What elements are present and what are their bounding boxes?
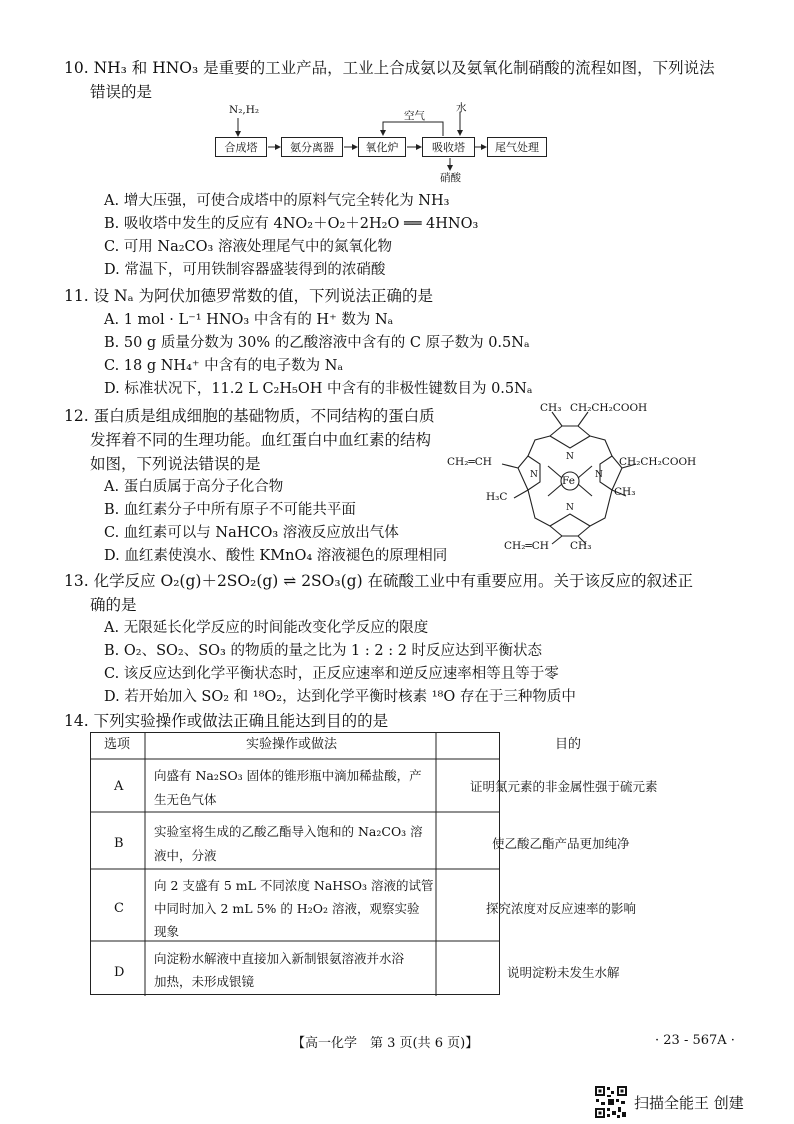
q10-option-b: B. 吸收塔中发生的反应有 4NO₂＋O₂＋2H₂O ══ 4HNO₃ (104, 216, 479, 232)
flow-box-synthesis: 合成塔 (215, 137, 267, 157)
q13-option-d: D. 若开始加入 SO₂ 和 ¹⁸O₂，达到化学平衡时核素 ¹⁸O 存在于三种物质中 (104, 689, 576, 705)
q14-row-c-op3: 现象 (154, 924, 180, 939)
flow-box-tailgas: 尾气处理 (487, 137, 547, 157)
q14-row-d-option: D (114, 965, 125, 980)
q14-row-a-op1: 向盛有 Na₂SO₃ 固体的锥形瓶中滴加稀盐酸，产 (154, 768, 422, 783)
flow-air-label: 空气 (404, 110, 425, 122)
q12-option-c: C. 血红素可以与 NaHCO₃ 溶液反应放出气体 (104, 525, 399, 541)
heme-ch3-right: CH₃ (614, 486, 636, 498)
page-footer: 【高一化学 第 3 页(共 6 页)】 (292, 1036, 479, 1051)
heme-h3c-left: H₃C (486, 491, 508, 503)
q14-stem: 14. 下列实验操作或做法正确且能达到目的的是 (64, 712, 389, 730)
q14-row-c-op2: 中同时加入 2 mL 5% 的 H₂O₂ 溶液，观察实验 (154, 901, 420, 916)
heme-fe: Fe (562, 475, 575, 487)
q13-stem-line2: 确的是 (90, 596, 137, 614)
flow-box-oxidizer: 氧化炉 (358, 137, 406, 157)
q10-option-c: C. 可用 Na₂CO₃ 溶液处理尾气中的氮氧化物 (104, 239, 392, 255)
q14-row-b-op1: 实验室将生成的乙酸乙酯导入饱和的 Na₂CO₃ 溶 (154, 824, 423, 839)
q10-stem-line2: 错误的是 (90, 83, 153, 101)
flow-input-label: N₂,H₂ (229, 104, 260, 116)
heme-propionate-right: CH₂CH₂COOH (619, 456, 697, 468)
q14-row-d-goal: 说明淀粉未发生水解 (507, 965, 620, 980)
q12-stem-line3: 如图，下列说法错误的是 (90, 455, 261, 473)
heme-propionate-top: CH₂CH₂COOH (570, 402, 648, 414)
q11-option-a: A. 1 mol · L⁻¹ HNO₃ 中含有的 H⁺ 数为 Nₐ (104, 312, 394, 328)
q14-header-operation: 实验操作或做法 (246, 737, 338, 752)
q12-option-b: B. 血红素分子中所有原子不可能共平面 (104, 502, 356, 518)
q14-row-d-op2: 加热，未形成银镜 (154, 974, 255, 989)
q11-option-c: C. 18 g NH₄⁺ 中含有的电子数为 Nₐ (104, 358, 344, 374)
q11-stem: 11. 设 Nₐ 为阿伏加德罗常数的值，下列说法正确的是 (64, 287, 433, 305)
exam-code: · 23 - 567A · (655, 1033, 735, 1048)
q14-row-c-op1: 向 2 支盛有 5 mL 不同浓度 NaHSO₃ 溶液的试管 (154, 878, 434, 893)
q10-option-d: D. 常温下，可用铁制容器盛装得到的浓硝酸 (104, 262, 386, 278)
q14-header-option: 选项 (104, 737, 131, 752)
q12-stem-line2: 发挥着不同的生理功能。血红蛋白中血红素的结构 (90, 431, 432, 449)
heme-n-left: N (530, 470, 538, 480)
q14-row-a-op2: 生无色气体 (154, 792, 217, 807)
heme-vinyl-bottom: CH₂═CH (504, 540, 549, 552)
q14-row-c-goal: 探究浓度对反应速率的影响 (486, 901, 637, 916)
heme-vinyl-left: CH₂═CH (447, 456, 492, 468)
q14-row-a-goal: 证明氯元素的非金属性强于硫元素 (470, 779, 658, 794)
heme-n-top: N (566, 452, 574, 462)
q11-option-d: D. 标准状况下，11.2 L C₂H₅OH 中含有的非极性键数目为 0.5Nₐ (104, 381, 533, 397)
q14-row-b-goal: 使乙酸乙酯产品更加纯净 (492, 836, 630, 851)
q14-row-d-op1: 向淀粉水解液中直接加入新制银氨溶液并水浴 (154, 951, 405, 966)
q10-option-a: A. 增大压强，可使合成塔中的原料气完全转化为 NH₃ (104, 193, 450, 209)
q10-stem-line1: 10. NH₃ 和 HNO₃ 是重要的工业产品，工业上合成氨以及氨氧化制硝酸的流程如图，下列说法 (64, 59, 715, 77)
q12-option-d: D. 血红素使溴水、酸性 KMnO₄ 溶液褪色的原理相同 (104, 548, 448, 564)
heme-n-right: N (595, 470, 603, 480)
q13-stem-line1: 13. 化学反应 O₂(g)＋2SO₂(g) ⇌ 2SO₃(g) 在硫酸工业中有重要应用。关于该反应的叙述正 (64, 572, 694, 590)
q12-stem-line1: 12. 蛋白质是组成细胞的基础物质，不同结构的蛋白质 (64, 407, 435, 425)
flow-product-label: 硝酸 (440, 172, 461, 184)
q11-option-b: B. 50 g 质量分数为 30% 的乙酸溶液中含有的 C 原子数为 0.5Nₐ (104, 335, 530, 351)
scanner-watermark-text: 扫描全能王 创建 (634, 1094, 744, 1112)
qr-code-icon (594, 1085, 628, 1119)
q14-row-c-option: C (114, 901, 124, 916)
q13-option-a: A. 无限延长化学反应的时间能改变化学反应的限度 (104, 620, 429, 636)
q13-option-c: C. 该反应达到化学平衡状态时，正反应速率和逆反应速率相等且等于零 (104, 666, 559, 682)
heme-ch3-bottom: CH₃ (570, 540, 592, 552)
flow-box-separator: 氨分离器 (281, 137, 343, 157)
q14-row-b-op2: 液中，分液 (154, 848, 217, 863)
heme-n-bottom: N (566, 503, 574, 513)
q14-header-goal: 目的 (555, 737, 582, 752)
heme-ch3-top: CH₃ (540, 402, 562, 414)
flow-water-label: 水 (456, 102, 467, 114)
q12-option-a: A. 蛋白质属于高分子化合物 (104, 479, 284, 495)
q13-option-b: B. O₂、SO₂、SO₃ 的物质的量之比为 1 : 2 : 2 时反应达到平衡状态 (104, 643, 543, 659)
flow-box-absorber: 吸收塔 (422, 137, 475, 157)
q14-row-a-option: A (114, 779, 124, 794)
q14-row-b-option: B (114, 836, 124, 851)
